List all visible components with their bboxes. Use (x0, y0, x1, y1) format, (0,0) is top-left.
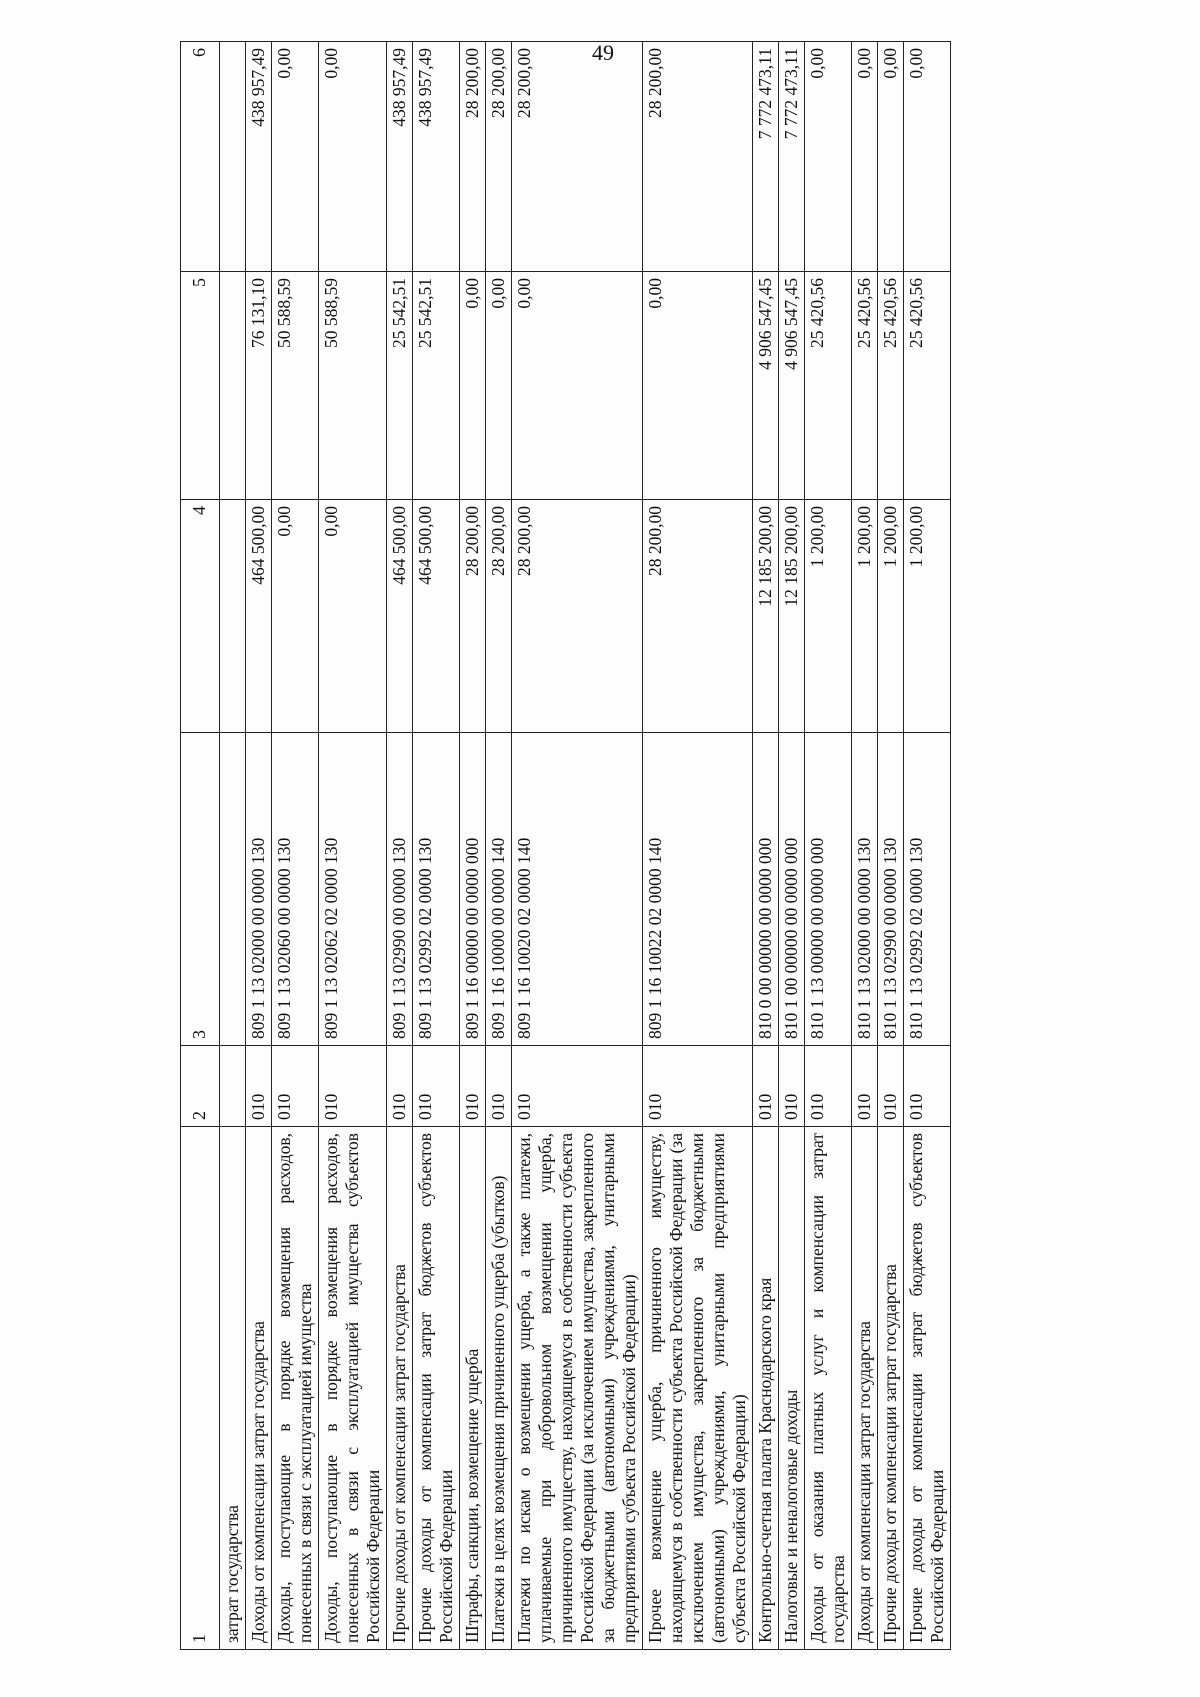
cell-name: Доходы, поступающие в порядке возмещения расходов, понесенных в связи с эксплуатацией имущества (272, 1127, 319, 1650)
header-col-1: 1 (181, 1127, 220, 1650)
cell-kbk: 809 1 16 10020 02 0000 140 (512, 733, 643, 1046)
cell-remaining: 0,00 (319, 42, 387, 272)
table-row (878, 42, 904, 1650)
cell-plan: 0,00 (319, 500, 387, 733)
cell-plan: 28 200,00 (512, 500, 643, 733)
cell-fact: 50 588,59 (272, 272, 319, 500)
table-body (220, 42, 951, 1650)
cell-remaining: 28 200,00 (460, 42, 486, 272)
cell-fact: 4 906 547,45 (779, 272, 805, 500)
table-header-row (181, 42, 220, 1650)
cell-remaining (220, 42, 246, 272)
table-row (904, 42, 951, 1650)
cell-plan: 28 200,00 (486, 500, 512, 733)
cell-name: Доходы от оказания платных услуг и компенсации затрат государства (805, 1127, 852, 1650)
cell-plan: 1 200,00 (878, 500, 904, 733)
table-row (805, 42, 852, 1650)
cell-code: 010 (460, 1046, 486, 1127)
table-row (387, 42, 413, 1650)
cell-name: Прочее возмещение ущерба, причиненного имуществу, находящемуся в собственности субъекта Российской Федерации (за исключением имущества, закрепленного за бюджетными (автономными) учреждениями, унитарными предприятиями субъекта Российской Федерации) (643, 1127, 753, 1650)
cell-code: 010 (512, 1046, 643, 1127)
cell-fact: 50 588,59 (319, 272, 387, 500)
cell-fact: 76 131,10 (246, 272, 272, 500)
revenue-table (180, 41, 951, 1650)
cell-remaining: 0,00 (878, 42, 904, 272)
cell-code: 010 (878, 1046, 904, 1127)
cell-code: 010 (272, 1046, 319, 1127)
table-row (220, 42, 246, 1650)
cell-name: затрат государства (220, 1127, 246, 1650)
header-col-3: 3 (181, 733, 220, 1046)
cell-plan: 464 500,00 (387, 500, 413, 733)
cell-code: 010 (904, 1046, 951, 1127)
cell-remaining: 0,00 (852, 42, 878, 272)
table-row (753, 42, 779, 1650)
cell-kbk: 809 1 13 02992 02 0000 130 (413, 733, 460, 1046)
cell-fact: 4 906 547,45 (753, 272, 779, 500)
cell-fact: 25 542,51 (413, 272, 460, 500)
cell-name: Доходы, поступающие в порядке возмещения расходов, понесенных в связи с эксплуатацией имущества субъектов Российской Федерации (319, 1127, 387, 1650)
cell-fact: 0,00 (643, 272, 753, 500)
cell-name: Налоговые и неналоговые доходы (779, 1127, 805, 1650)
page-number: 49 (592, 40, 614, 65)
table-row (413, 42, 460, 1650)
cell-kbk: 809 1 13 02060 00 0000 130 (272, 733, 319, 1046)
cell-kbk: 809 1 13 02000 00 0000 130 (246, 733, 272, 1046)
cell-fact: 25 420,56 (904, 272, 951, 500)
cell-code: 010 (319, 1046, 387, 1127)
cell-name: Прочие доходы от компенсации затрат бюджетов субъектов Российской Федерации (413, 1127, 460, 1650)
header-col-6: 6 (181, 42, 220, 272)
cell-name: Прочие доходы от компенсации затрат государства (878, 1127, 904, 1650)
cell-kbk: 810 1 13 02000 00 0000 130 (852, 733, 878, 1046)
cell-code: 010 (805, 1046, 852, 1127)
cell-plan: 0,00 (272, 500, 319, 733)
cell-code: 010 (246, 1046, 272, 1127)
cell-name: Платежи по искам о возмещении ущерба, а также платежи, уплачиваемые при добровольном возмещении ущерба, причиненного имуществу, находящемуся в собственности субъекта Российской Федерации (за исключением имущества, закрепленного за бюджетными (автономными) учреждениями, унитарными предприятиями субъекта Российской Федерации) (512, 1127, 643, 1650)
cell-kbk (220, 733, 246, 1046)
cell-fact: 25 420,56 (805, 272, 852, 500)
cell-code: 010 (387, 1046, 413, 1127)
cell-remaining: 7 772 473,11 (753, 42, 779, 272)
cell-kbk: 810 1 00 00000 00 0000 000 (779, 733, 805, 1046)
cell-plan: 28 200,00 (643, 500, 753, 733)
cell-code: 010 (486, 1046, 512, 1127)
cell-name: Доходы от компенсации затрат государства (852, 1127, 878, 1650)
cell-name: Доходы от компенсации затрат государства (246, 1127, 272, 1650)
cell-kbk: 809 1 13 02990 00 0000 130 (387, 733, 413, 1046)
cell-kbk: 809 1 13 02062 02 0000 130 (319, 733, 387, 1046)
cell-plan: 1 200,00 (852, 500, 878, 733)
table-row (852, 42, 878, 1650)
cell-remaining: 438 957,49 (387, 42, 413, 272)
table-row (246, 42, 272, 1650)
cell-remaining: 0,00 (904, 42, 951, 272)
cell-fact: 0,00 (512, 272, 643, 500)
cell-kbk: 810 1 13 02990 00 0000 130 (878, 733, 904, 1046)
cell-remaining: 28 200,00 (643, 42, 753, 272)
cell-kbk: 809 1 16 10000 00 0000 140 (486, 733, 512, 1046)
cell-name: Прочие доходы от компенсации затрат государства (387, 1127, 413, 1650)
table-row (319, 42, 387, 1650)
cell-remaining: 28 200,00 (512, 42, 643, 272)
cell-plan: 12 185 200,00 (779, 500, 805, 733)
table-row (272, 42, 319, 1650)
cell-code: 010 (852, 1046, 878, 1127)
cell-kbk: 809 1 16 00000 00 0000 000 (460, 733, 486, 1046)
cell-name: Штрафы, санкции, возмещение ущерба (460, 1127, 486, 1650)
cell-kbk: 809 1 16 10022 02 0000 140 (643, 733, 753, 1046)
cell-kbk: 810 0 00 00000 00 0000 000 (753, 733, 779, 1046)
cell-name: Прочие доходы от компенсации затрат бюджетов субъектов Российской Федерации (904, 1127, 951, 1650)
cell-name: Контрольно-счетная палата Краснодарского края (753, 1127, 779, 1650)
cell-plan (220, 500, 246, 733)
cell-fact: 0,00 (460, 272, 486, 500)
cell-plan: 464 500,00 (413, 500, 460, 733)
cell-fact: 25 542,51 (387, 272, 413, 500)
cell-code: 010 (753, 1046, 779, 1127)
cell-plan: 1 200,00 (904, 500, 951, 733)
cell-remaining: 438 957,49 (413, 42, 460, 272)
table-row (779, 42, 805, 1650)
table-row (460, 42, 486, 1650)
cell-fact: 25 420,56 (852, 272, 878, 500)
cell-code: 010 (643, 1046, 753, 1127)
cell-fact: 0,00 (486, 272, 512, 500)
header-col-5: 5 (181, 272, 220, 500)
cell-plan: 1 200,00 (805, 500, 852, 733)
rotated-table-container (180, 48, 1110, 1650)
cell-code: 010 (779, 1046, 805, 1127)
cell-name: Платежи в целях возмещения причиненного ущерба (убытков) (486, 1127, 512, 1650)
cell-fact: 25 420,56 (878, 272, 904, 500)
cell-remaining: 438 957,49 (246, 42, 272, 272)
cell-remaining: 28 200,00 (486, 42, 512, 272)
cell-plan: 12 185 200,00 (753, 500, 779, 733)
cell-remaining: 0,00 (805, 42, 852, 272)
cell-plan: 28 200,00 (460, 500, 486, 733)
cell-remaining: 7 772 473,11 (779, 42, 805, 272)
cell-fact (220, 272, 246, 500)
table-row (512, 42, 643, 1650)
header-col-4: 4 (181, 500, 220, 733)
cell-code: 010 (413, 1046, 460, 1127)
cell-kbk: 810 1 13 00000 00 0000 000 (805, 733, 852, 1046)
table-row (643, 42, 753, 1650)
header-col-2: 2 (181, 1046, 220, 1127)
cell-remaining: 0,00 (272, 42, 319, 272)
cell-kbk: 810 1 13 02992 02 0000 130 (904, 733, 951, 1046)
cell-code (220, 1046, 246, 1127)
table-row (486, 42, 512, 1650)
cell-plan: 464 500,00 (246, 500, 272, 733)
